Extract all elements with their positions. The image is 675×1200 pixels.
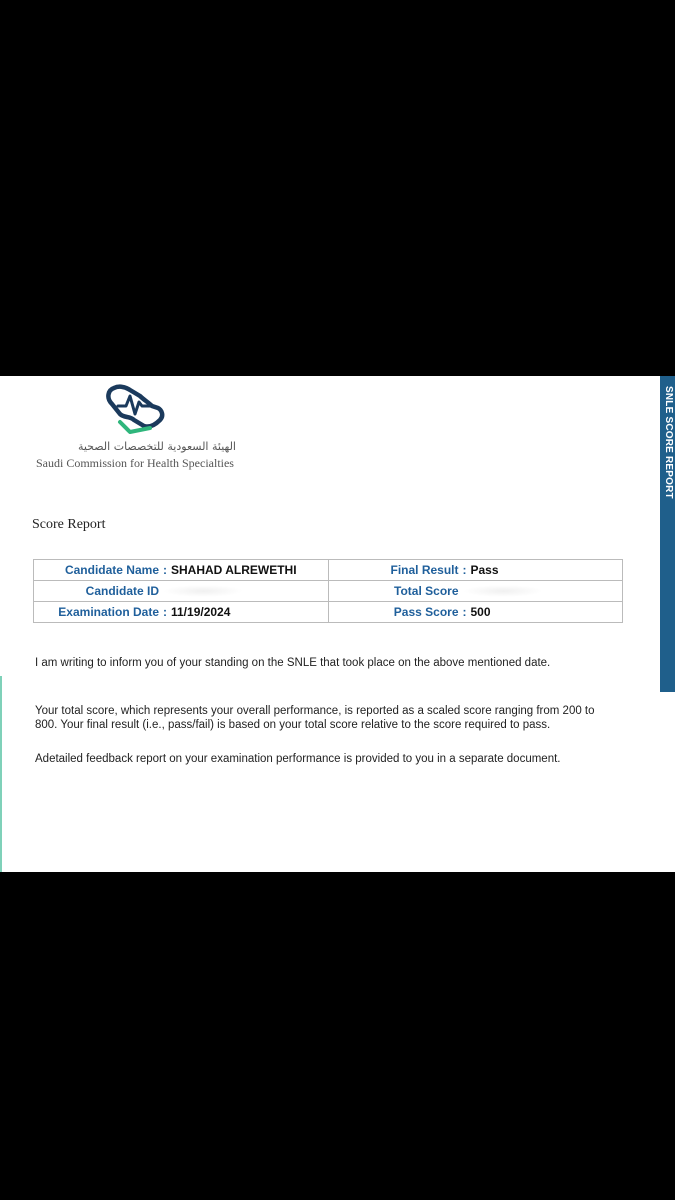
- examination-date-value: 11/19/2024: [171, 605, 231, 619]
- candidate-id-label: Candidate ID: [85, 584, 159, 598]
- examination-date-label: Examination Date: [58, 605, 159, 619]
- candidate-info-table: [33, 559, 623, 623]
- table-cell: [328, 581, 623, 602]
- candidate-id-redacted: [163, 585, 243, 597]
- candidate-name-label: Candidate Name: [64, 563, 159, 577]
- table-cell: [34, 560, 329, 581]
- paragraph-score-explanation: Your total score, which represents your overall performance, is reported as a scaled score ranging from 200 to 800. Your final result (i.e., pass/fail) is based on your total score relative to the score required to pass.: [35, 705, 595, 731]
- scfhs-logo-icon: [100, 382, 168, 440]
- colon: :: [462, 563, 467, 577]
- total-score-redacted: [463, 585, 543, 597]
- score-report-page: [0, 376, 675, 872]
- paragraph-standing: I am writing to inform you of your standing on the SNLE that took place on the above mentioned date.: [35, 657, 551, 669]
- side-tab-label: SNLE SCORE REPORT: [663, 386, 674, 499]
- final-result-value: Pass: [470, 563, 499, 577]
- table-cell: [34, 581, 329, 602]
- pass-score-value: 500: [470, 605, 491, 619]
- total-score-label: Total Score: [394, 584, 459, 598]
- org-name-english: Saudi Commission for Health Specialties: [36, 456, 234, 470]
- left-accent-rule: [0, 676, 2, 872]
- colon: :: [163, 563, 167, 577]
- table-row: [34, 581, 623, 602]
- table-row: [34, 602, 623, 623]
- colon: :: [462, 605, 467, 619]
- final-result-label: Final Result: [390, 563, 459, 577]
- candidate-name-value: SHAHAD ALREWETHI: [171, 563, 297, 577]
- table-row: [34, 560, 623, 581]
- org-name-arabic: الهيئة السعودية للتخصصات الصحية: [77, 440, 236, 453]
- report-title: Score Report: [32, 517, 106, 532]
- colon: :: [163, 605, 167, 619]
- pass-score-label: Pass Score: [393, 605, 459, 619]
- paragraph-feedback: Adetailed feedback report on your examination performance is provided to you in a separate document.: [35, 753, 561, 765]
- table-cell: [34, 602, 329, 623]
- table-cell: [328, 602, 623, 623]
- table-cell: [328, 560, 623, 581]
